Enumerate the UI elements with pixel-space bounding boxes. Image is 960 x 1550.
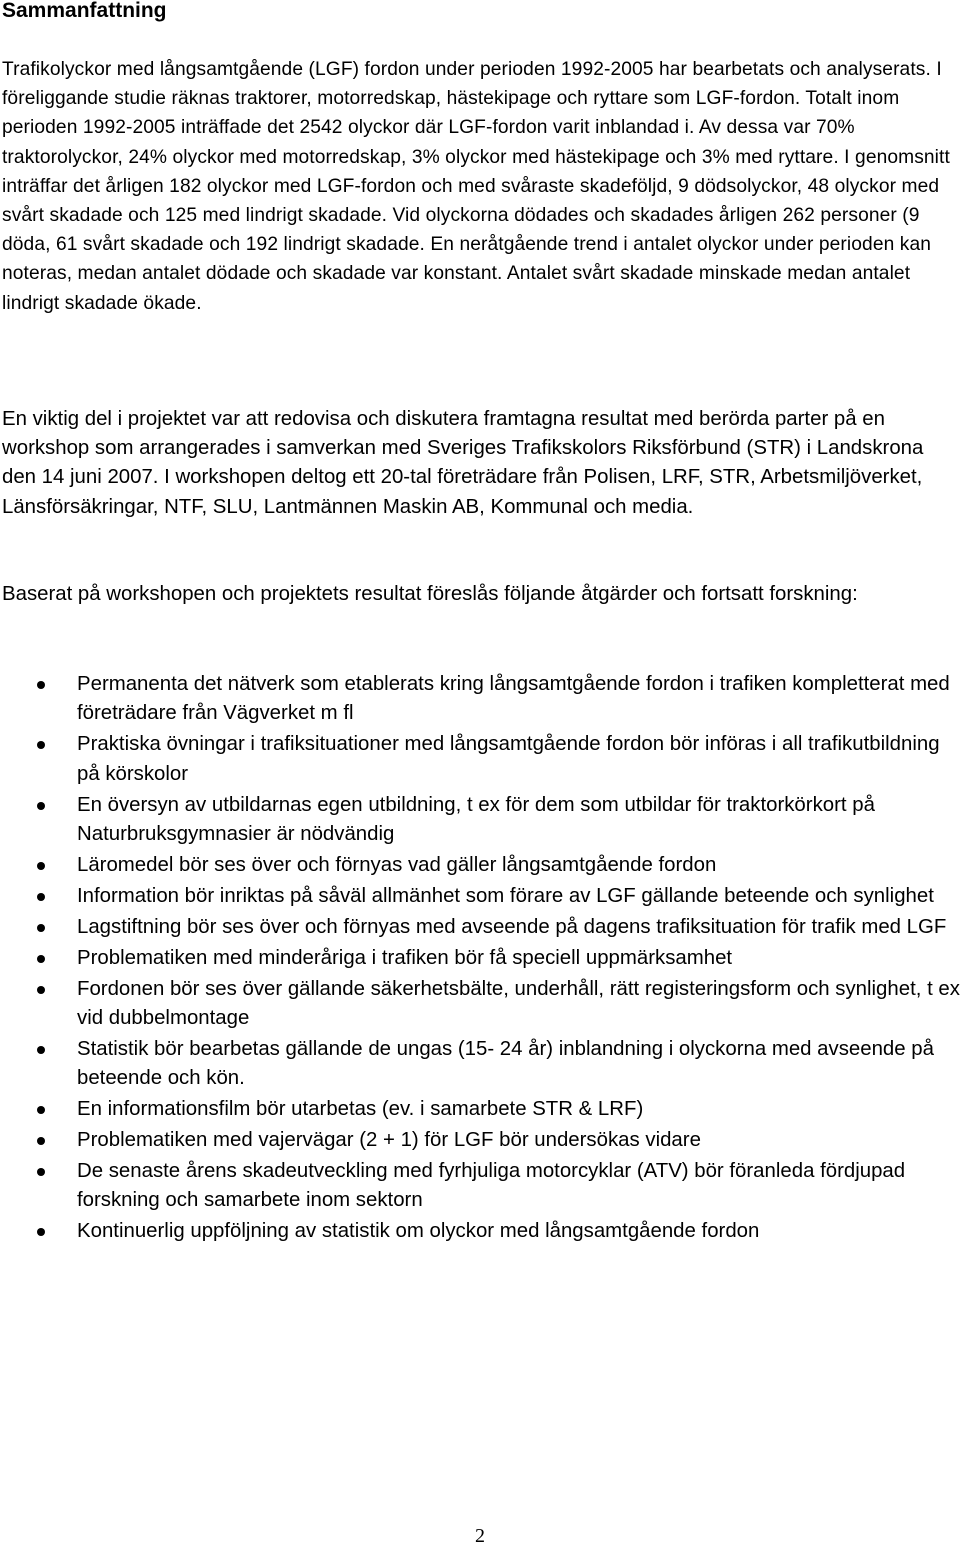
bullet-item [0,670,960,729]
bullet-text: De senaste årens skadeutveckling med fyrhjuliga motorcyklar (ATV) bör föranleda fördjupad forskning och samarbete inom sektorn [77,1160,906,1212]
bullet-text: En översyn av utbildarnas egen utbildning, t ex för dem som utbildar för traktorkörkort på Naturbruksgymnasier är nödvändig [77,793,875,846]
bullet-text: Läromedel bör ses över och förnyas vad gäller långsamtgående fordon [77,853,717,876]
bullet-item [0,851,960,880]
bullet-text: Permanenta det nätverk som etablerats kring långsamtgående fordon i trafiken kompletterat med företrädare från Vägverket m fl [77,673,950,725]
bullet-item [0,1126,960,1155]
bullet-icon [37,1137,45,1145]
bullet-icon [37,1228,45,1236]
bullet-text: Information bör inriktas på såväl allmänhet som förare av LGF gällande beteende och synlighet [77,884,934,907]
bullet-item [0,1217,960,1246]
summary-paragraph: Trafikolyckor med långsamtgående (LGF) fordon under perioden 1992-2005 har bearbetats och analyserats. I föreliggande studie räknas traktorer, motorredskap, hästekipage och ryttare som LGF-fordon. Totalt inom perioden 1992-2005 inträffade det 2542 olyckor där LGF-fordon varit inblandad i. Av dessa var 70% traktorolyckor, 24% olyckor med motorredskap, 3% olyckor med hästekipage och 3% med ryttare. I genomsnitt inträffar det årligen 182 olyckor med LGF-fordon och med svåraste skadeföljd, 9 dödsolyckor, 48 olyckor med svårt skadade och 125 med lindrigt skadade. Vid olyckorna dödades och skadades årligen 262 personer (9 döda, 61 svårt skadade och 192 lindrigt skadade. En neråtgående trend i antalet olyckor under perioden kan noteras, medan antalet dödade och skadade var konstant. Antalet svårt skadade minskade medan antalet lindrigt skadade ökade. [2,59,950,314]
bullet-item [0,730,960,789]
bullet-text: Statistik bör bearbetas gällande de ungas (15- 24 år) inblandning i olyckorna med avseende på beteende och kön. [77,1037,934,1090]
bullet-icon [37,986,45,994]
bullet-item [0,913,960,942]
bullet-text: En informationsfilm bör utarbetas (ev. i samarbete STR & LRF) [77,1098,644,1121]
bullet-icon [37,681,45,689]
bullet-item [0,975,960,1034]
page-number: 2 [475,1525,485,1547]
bullet-text: Problematiken med vajervägar (2 + 1) för LGF bör undersökas vidare [77,1129,701,1152]
section-heading: Sammanfattning [2,0,167,22]
bullet-icon [37,1168,45,1176]
bullet-item [0,791,960,850]
bullet-item [0,1157,960,1216]
bullet-icon [37,893,45,901]
bullet-icon [37,1106,45,1114]
workshop-paragraph: En viktig del i projektet var att redovisa och diskutera framtagna resultat med berörda parter på en workshop som arrangerades i samverkan med Sveriges Trafikskolors Riksförbund (STR) i Landskrona den 14 juni 2007. I workshopen deltog ett 20-tal företrädare från Polisen, LRF, STR, Arbetsmiljöverket, Länsförsäkringar, NTF, SLU, Lantmännen Maskin AB, Kommunal och media. [2,408,924,518]
bullet-item [0,944,960,973]
bullet-text: Problematiken med minderåriga i trafiken bör få speciell uppmärksamhet [77,946,733,969]
bullet-item [0,1035,960,1094]
bullet-item [0,1095,960,1124]
proposals-intro-paragraph: Baserat på workshopen och projektets resultat föreslås följande åtgärder och fortsatt forskning: [2,583,858,605]
bullet-text: Kontinuerlig uppföljning av statistik om olyckor med långsamtgående fordon [77,1220,760,1243]
bullet-icon [37,741,45,749]
bullet-item [0,882,960,911]
bullet-icon [37,924,45,932]
bullet-icon [37,1046,45,1054]
bullet-icon [37,955,45,963]
bullet-text: Lagstiftning bör ses över och förnyas med avseende på dagens trafiksituation för trafik med LGF [77,915,947,938]
proposals-bullet-list [0,670,960,1248]
bullet-text: Fordonen bör ses över gällande säkerhetsbälte, underhåll, rätt registeringsform och synlighet, t ex vid dubbelmontage [77,977,960,1029]
bullet-icon [37,862,45,870]
bullet-text: Praktiska övningar i trafiksituationer med långsamtgående fordon bör införas i all trafikutbildning på körskolor [77,733,940,785]
bullet-icon [37,802,45,810]
